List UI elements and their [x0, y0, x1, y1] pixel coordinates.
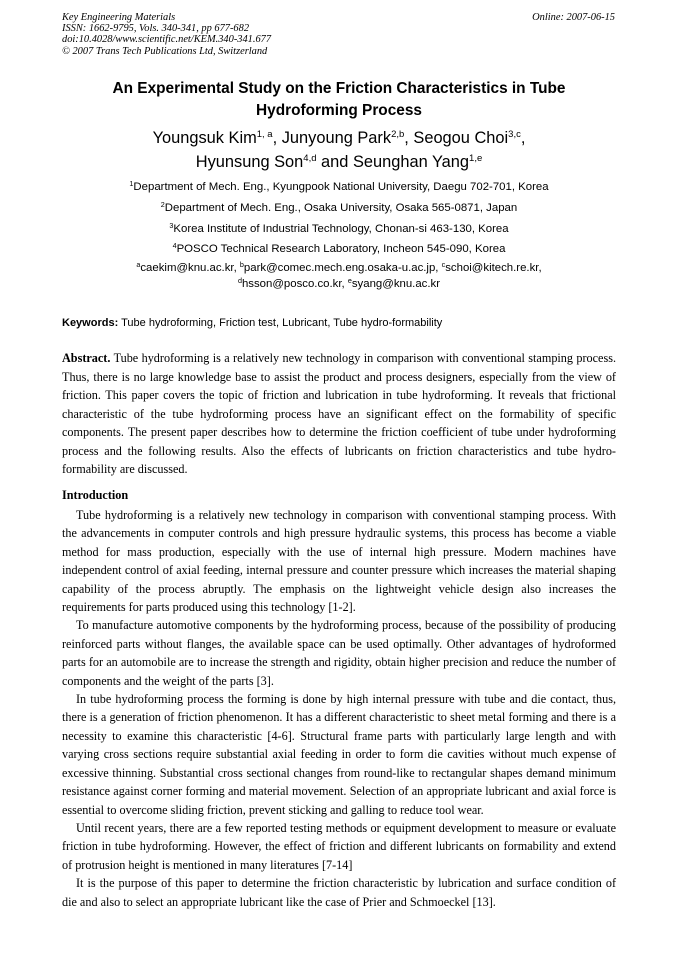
section-heading: Introduction [62, 488, 129, 502]
affiliation-sup: 2 [160, 199, 165, 209]
journal-header [62, 12, 271, 57]
keywords [62, 317, 442, 329]
author-sup: 3,c [508, 129, 521, 140]
introduction-body [62, 506, 616, 911]
email-list [62, 260, 616, 292]
paragraph: It is the purpose of this paper to determine the friction characteristic by lubrication and surface condition of die and also to select an appropriate lubricant like the case of Prier and Schmoeckel [13]. [62, 876, 616, 909]
affiliation-line [62, 198, 616, 219]
abstract-text: Tube hydroforming is a relatively new technology in comparison with conventional stamping process. Thus, there is no large knowledge base to assist the product and process designers, especially from the view of friction. This paper covers the topic of friction and lubrication in tube hydroforming. It reveals that frictional characteristic of the tube hydroforming process have an significant effect on the formability of specific components. The present paper describes how to determine the friction coefficient of tube under hydroforming process and the following results. Also the effects of lubricants on friction characteristics and tube hydro- formability are discussed. [62, 351, 616, 476]
keywords-label: Keywords: [62, 317, 119, 329]
author-name: Seogou Choi [413, 129, 509, 147]
email-address: schoi@kitech.re.kr, [445, 262, 542, 275]
paragraph: To manufacture automotive components by the hydroforming process, because of the possibility of producing reinforced parts without flanges, the available space can be used optimally. Other advantages of hydroformed parts for an automobile are to increase the strength and rigidity, obtain higher precision and reduce the number of components and the weight of the parts [3]. [62, 618, 616, 688]
paper-title [62, 78, 616, 122]
paragraph: Until recent years, there are a few reported testing methods or equipment development to measure or evaluate friction in tube hydroforming. However, the effect of friction and different lubricants on formability and extend of protrusion height is mentioned in many literatures [7-14] [62, 820, 616, 872]
email-sup: b [239, 260, 244, 270]
author-name: Youngsuk Kim [152, 129, 257, 147]
affiliation-line [62, 177, 616, 198]
email-address: caekim@knu.ac.kr, [140, 262, 240, 275]
affiliation-text: Korea Institute of Industrial Technology, Chonan-si 463-130, Korea [173, 222, 509, 235]
author-sup: 4,d [303, 153, 317, 164]
affiliation-sup: 1 [129, 179, 134, 188]
abstract [62, 349, 616, 479]
author-sup: 1, a [256, 129, 273, 140]
issn-line: ISSN: 1662-9795, Vols. 340-341, pp 677-682 [62, 23, 250, 35]
affiliations [62, 177, 616, 292]
email-line-1 [62, 260, 616, 276]
affiliation-line [62, 219, 616, 240]
email-address: hsson@posco.co.kr, [241, 278, 348, 291]
email-address: syang@knu.ac.kr [351, 278, 441, 291]
affiliation-sup: 4 [172, 241, 177, 251]
keywords-text: Tube hydroforming, Friction test, Lubricant, Tube hydro-formability [118, 317, 443, 329]
author-line-2 [62, 150, 616, 174]
abstract-label: Abstract. [62, 351, 111, 365]
email-sup: c [441, 260, 446, 270]
email-sup: e [347, 276, 352, 286]
author-name: Hyunsung Son [195, 153, 304, 171]
doi-line: doi:10.4028/www.scientific.net/KEM.340-341.677 [62, 34, 272, 46]
title-line-2: Hydroforming Process [256, 102, 422, 119]
author-sup: 1,e [469, 153, 483, 164]
paragraph: Tube hydroforming is a relatively new technology in comparison with conventional stamping process. With the advancements in computer controls and high pressure hydraulic systems, this process has become a viable method for mass production, especially with the use of internal high pressure. Modern machines have independent control of axial feeding, internal pressure and counter pressure which increases the material shaping capability of the process abruptly. The emphasis on the lightweight vehicle design also increases the requirements for parts produced using this technology [1-2]. [62, 508, 616, 615]
author-name: Seunghan Yang [352, 153, 470, 171]
online-date: Online: 2007-06-15 [532, 12, 615, 23]
affiliation-text: POSCO Technical Research Laboratory, Incheon 545-090, Korea [176, 243, 506, 256]
affiliation-line [62, 239, 616, 260]
email-address: park@comec.mech.eng.osaka-u.ac.jp, [243, 262, 442, 275]
title-line-1: An Experimental Study on the Friction Characteristics in Tube [112, 80, 566, 97]
email-line-2 [62, 276, 616, 292]
author-sup: 2,b [391, 129, 405, 140]
affiliation-text: Department of Mech. Eng., Kyungpook National University, Daegu 702-701, Korea [133, 181, 549, 193]
email-sup: a [136, 260, 141, 270]
paragraph: In tube hydroforming process the forming is done by high internal pressure with tube and die contact, thus, there is a generation of friction phenomenon. It has a different characteristic to sheet metal forming and there is a necessity to examine this characteristic [4-6]. Structural frame parts with particularly large length and with varying cross sections require substantial axial feeding in order to form die cavities without much expense of excessive thinning. Substantial cross sectional changes from round-like to rectangular shapes demand minimum resistance against corner forming and material movement. Selection of an appropriate lubricant and axial force is essential to overcome sliding friction, prevent sticking and galling to reduce tool wear. [62, 692, 616, 817]
affiliation-text: Department of Mech. Eng., Osaka University, Osaka 565-0871, Japan [164, 201, 518, 214]
copyright-line: © 2007 Trans Tech Publications Ltd, Switzerland [62, 45, 268, 57]
author-list [62, 126, 616, 174]
affiliation-sup: 3 [169, 220, 174, 230]
journal-name: Key Engineering Materials [62, 12, 176, 23]
author-line-1: Youngsuk Kim$^{1, a}$, Junyoung Park$^{2,b}$, Seogou Choi$^{3,c}$, [152, 129, 526, 147]
author-name: Junyoung Park [281, 129, 392, 147]
email-sup: d [237, 276, 242, 286]
author-conjunction: and [316, 153, 353, 171]
